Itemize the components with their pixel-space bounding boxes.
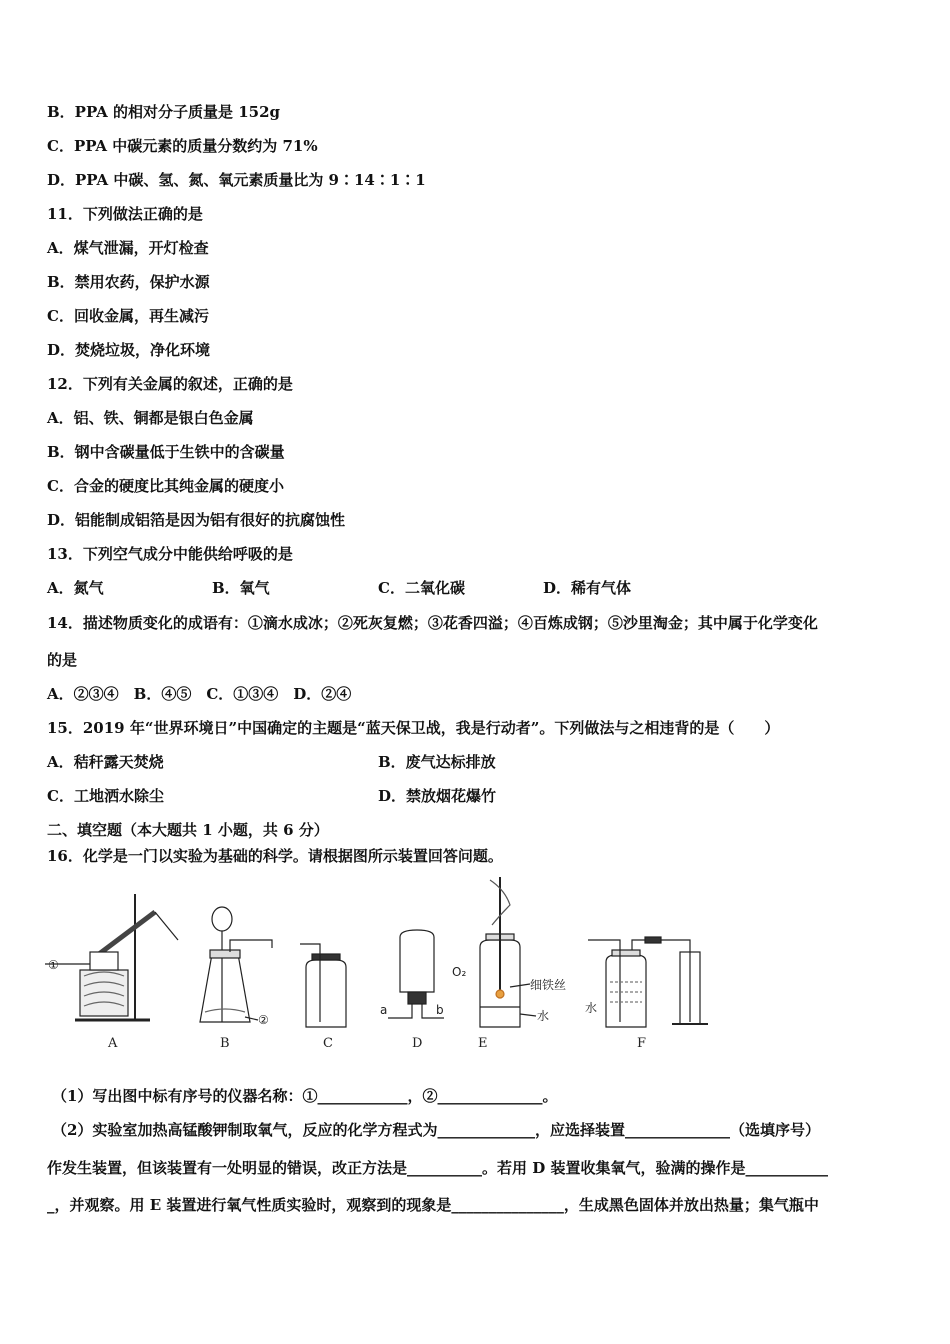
label-o2: O₂ [452, 965, 467, 979]
q15-option-d: D．禁放烟花爆竹 [378, 787, 497, 805]
option-d-ppa: D．PPA 中碳、氢、氮、氧元素质量比为 9∶14∶1∶1 [47, 171, 426, 189]
label-e: E [478, 1036, 488, 1051]
q12-option-b: B．钢中含碳量低于生铁中的含碳量 [47, 443, 285, 461]
apparatus-figure [40, 872, 730, 1052]
q13-option-a: A．氮气 [47, 579, 104, 597]
question-14-continued: 的是 [47, 651, 78, 669]
q11-option-d: D．焚烧垃圾，净化环境 [47, 341, 211, 359]
q12-option-d: D．铝能制成铝箔是因为铝有很好的抗腐蚀性 [47, 511, 346, 529]
label-f: F [637, 1036, 647, 1051]
label-tube-b: b [436, 1003, 444, 1017]
apparatus-f [585, 937, 708, 1051]
label-iron-wire: 细铁丝 [530, 978, 567, 992]
q11-option-b: B．禁用农药，保护水源 [47, 273, 210, 291]
question-16: 16．化学是一门以实验为基础的科学。请根据图所示装置回答问题。 [47, 847, 503, 865]
label-d: D [412, 1036, 423, 1051]
question-11: 11．下列做法正确的是 [47, 205, 203, 223]
q11-option-c: C．回收金属，再生减污 [47, 307, 209, 325]
question-14: 14．描述物质变化的成语有：①滴水成冰；②死灰复燃；③花香四溢；④百炼成钢；⑤沙里淘金；其中属于化学变化 [47, 614, 818, 632]
option-b-ppa: B．PPA 的相对分子质量是 152g [47, 103, 281, 121]
q16-part-2: （2）实验室加热高锰酸钾制取氧气，反应的化学方程式为_____________，应选择装置______________（选填序号） [52, 1121, 820, 1139]
apparatus-e [452, 877, 566, 1051]
q15-option-b: B．废气达标排放 [378, 753, 496, 771]
apparatus-a [45, 894, 178, 1051]
q16-part-2-continued-2: _，并观察。用 E 装置进行氧气性质实验时，观察到的现象是_______________，生成黑色固体并放出热量；集气瓶中 [47, 1196, 819, 1214]
q13-option-c: C．二氧化碳 [378, 579, 465, 597]
label-tube-a: a [380, 1003, 388, 1017]
q15-option-a: A．秸秆露天焚烧 [47, 753, 164, 771]
q11-option-a: A．煤气泄漏，开灯检查 [47, 239, 209, 257]
q16-part-1: （1）写出图中标有序号的仪器名称：①____________，②______________。 [52, 1087, 558, 1105]
q15-option-c: C．工地洒水除尘 [47, 787, 164, 805]
apparatus-d [380, 930, 444, 1051]
label-b: B [220, 1036, 230, 1051]
label-2: ② [258, 1013, 269, 1027]
q13-option-d: D．稀有气体 [543, 579, 632, 597]
question-12: 12．下列有关金属的叙述，正确的是 [47, 375, 293, 393]
label-a: A [108, 1036, 118, 1051]
q13-option-b: B．氧气 [212, 579, 270, 597]
q14-options: A．②③④ B．④⑤ C．①③④ D．②④ [47, 685, 352, 703]
q16-part-2-continued: 作发生装置，但该装置有一处明显的错误，改正方法是__________。若用 D 装置收集氧气，验满的操作是___________ [47, 1159, 828, 1177]
q12-option-a: A．铝、铁、铜都是银白色金属 [47, 409, 254, 427]
label-1: ① [48, 958, 59, 972]
option-c-ppa: C．PPA 中碳元素的质量分数约为 71% [47, 137, 318, 155]
label-water-f: 水 [585, 1001, 598, 1015]
q12-option-c: C．合金的硬度比其纯金属的硬度小 [47, 477, 284, 495]
apparatus-c [300, 944, 346, 1051]
label-c: C [323, 1036, 333, 1051]
question-15: 15．2019 年“世界环境日”中国确定的主题是“蓝天保卫战，我是行动者”。下列做法与之相违背的是（ ） [47, 719, 780, 737]
apparatus-b [200, 907, 272, 1051]
question-13: 13．下列空气成分中能供给呼吸的是 [47, 545, 293, 563]
section-2-heading: 二、填空题（本大题共 1 小题，共 6 分） [47, 821, 329, 839]
label-water-e: 水 [537, 1009, 550, 1023]
